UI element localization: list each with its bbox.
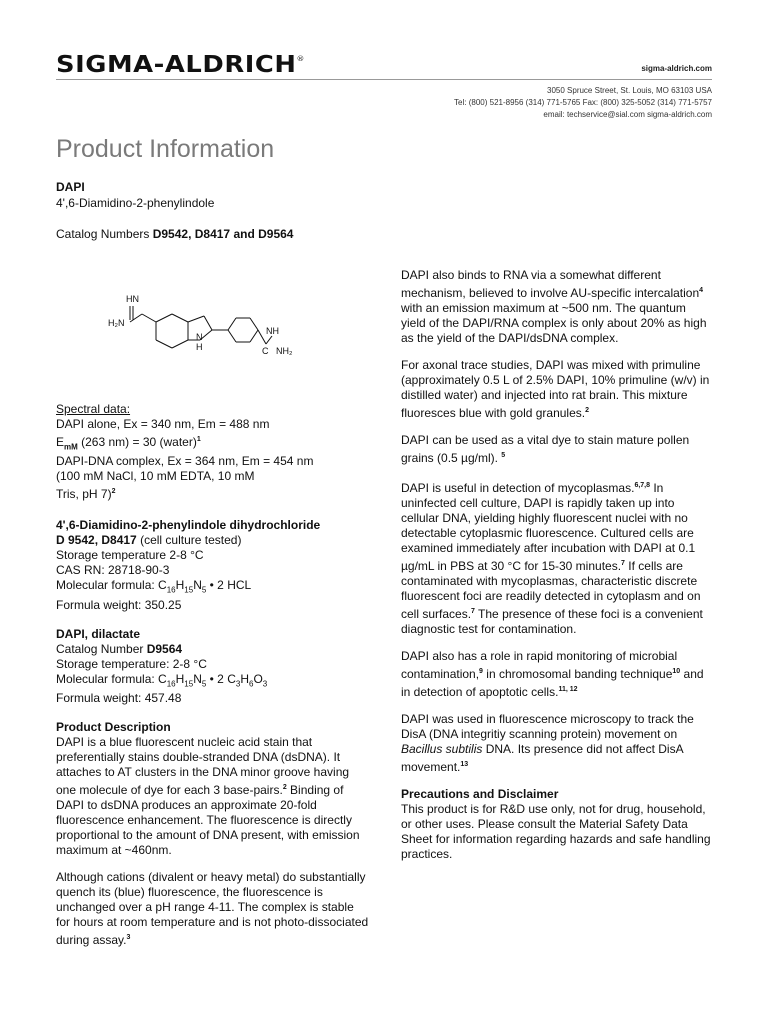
spectral-heading: Spectral data: <box>56 402 131 416</box>
dilactate-formula: Molecular formula: $C_{16}H_{15}N_5$ • 2 $C_3H_6O_3$ <box>56 671 268 689</box>
product-header <box>56 179 293 242</box>
header-divider <box>56 79 712 80</box>
dihydro-heading: 4',6-Diamidino-2-phenylindole dihydrochloride <box>56 518 321 533</box>
structure-label-h2n: H₂N <box>108 318 125 328</box>
precautions-text: This product is for R&D use only, not for drug, household, or other uses. Please consult the Material Safety Data Sheet for information regarding hazards and safe handling practices. <box>401 802 711 861</box>
description-paragraph: Although cations (divalent or heavy metal) do substantially quench its (blue) fluorescence, the fluorescence is unchanged over a pH range 4-11. The complex is stable for hours at room temperature and is not photo-dissociated during assay.$^3$ <box>56 870 369 948</box>
rna-paragraph: DAPI also binds to RNA via a somewhat different mechanism, believed to involve AU-specific intercalation$^4$ with an emission maximum at ~500 nm. The quantum yield of the DAPI/RNA complex is only about 20% as high as the yield of the DAPI/dsDNA complex. <box>401 268 707 345</box>
description-heading: Product Description <box>56 720 171 735</box>
microscopy-paragraph: DAPI was used in fluorescence microscopy to track the DisA (DNA integritiy scanning protein) movement on Bacillus subtilis DNA. Its presence did not affect DisA movement.$^{13}$ <box>401 712 694 774</box>
mycoplasma-paragraph: DAPI is useful in detection of mycoplasmas.$^{6,7,8}$ In uninfected cell culture, DAPI is rapidly taken up into cellular DNA, yielding highly fluorescent nuclei with no detectable cytoplasmic fluorescence. Cultured cells are examined immediately after incubation with DAPI at 0.1 µg/mL in PBS at 30 °C for 15-30 minutes.$^7$ If cells are contaminated with mycoplasmas, characteristic discrete fluorescent foci are readily detected in cytoplasm and on cell surfaces.$^7$ The presence of these foci is a convenient diagnostic test for contamination. <box>401 481 703 636</box>
dihydro-codes: D 9542, D8417 (cell culture tested) <box>56 533 242 548</box>
left-column <box>56 402 371 960</box>
description-paragraph: DAPI is a blue fluorescent nucleic acid stain that preferentially stains double-stranded DNA (dsDNA). It attaches to AT clusters in the DNA minor groove having one molecule of dye for each 3 base-pairs.$^2$ Binding of DAPI to dsDNA produces an approximate 20-fold fluorescence enhancement. The fluorescence is directly proportional to the amount of DNA present, with emission maximum at ~460nm. <box>56 735 360 858</box>
spectral-line: (100 mM NaCl, 10 mM EDTA, 10 mM <box>56 469 255 484</box>
dihydro-cas: CAS RN: 28718-90-3 <box>56 563 170 578</box>
dihydro-storage: Storage temperature 2-8 °C <box>56 548 204 563</box>
phone-line: Tel: (800) 521-8956 (314) 771-5765 Fax: (800) 325-5052 (314) 771-5757 <box>454 98 712 107</box>
structure-label-hn: HN <box>126 294 139 304</box>
catalog-line: Catalog Numbers D9542, D8417 and D9564 <box>56 227 294 241</box>
page-title: Product Information <box>56 135 275 163</box>
address-line: 3050 Spruce Street, St. Louis, MO 63103 USA <box>547 86 712 95</box>
pollen-paragraph: DAPI can be used as a vital dye to stain mature pollen grains (0.5 µg/ml). $^5$ <box>401 433 690 465</box>
sigma-aldrich-logo: SIGMA-ALDRICH® <box>56 52 305 78</box>
axonal-paragraph: For axonal trace studies, DAPI was mixed with primuline (approximately 0.5 L of 2.5% DAPI, 10% primuline (w/v) in distilled water) and injected into rat brain. This mixture fluoresces blue with gold granules.$^2$ <box>401 358 710 420</box>
structure-label-c: C <box>262 346 269 356</box>
dihydro-formula: Molecular formula: $C_{16}H_{15}N_5$ • 2 HCL <box>56 578 252 595</box>
monitoring-paragraph: DAPI also has a role in rapid monitoring of microbial contamination,$^9$ in chromosomal banding technique$^{10}$ and in detection of apoptotic cells.$^{11, 12}$ <box>401 649 704 699</box>
dapi-structure-diagram <box>100 282 310 362</box>
structure-label-n: N <box>196 332 203 342</box>
dilactate-storage: Storage temperature: 2-8 °C <box>56 656 207 671</box>
spectral-line: DAPI-DNA complex, Ex = 364 nm, Em = 454 nm <box>56 454 314 469</box>
contact-block <box>454 85 712 121</box>
dihydro-weight: Formula weight: 350.25 <box>56 597 182 612</box>
spectral-line: Tris, pH 7)$^2$ <box>56 487 116 502</box>
dilactate-heading: DAPI, dilactate <box>56 626 141 641</box>
structure-label-nh2: NH₂ <box>276 346 293 356</box>
website-link[interactable]: sigma-aldrich.com <box>641 64 712 73</box>
structure-label-nh: NH <box>266 326 279 336</box>
right-column <box>401 268 713 862</box>
dilactate-weight: Formula weight: 457.48 <box>56 691 182 706</box>
spectral-line: $E_{mM}$ (263 nm) = 30 (water)$^1$ <box>56 435 201 452</box>
chemical-name: 4',6-Diamidino-2-phenylindole <box>56 196 215 210</box>
structure-label-h: H <box>196 342 203 352</box>
email-line: email: techservice@sial.com sigma-aldrich.com <box>543 110 712 119</box>
dilactate-catalog: Catalog Number D9564 <box>56 641 183 656</box>
product-name: DAPI <box>56 180 85 194</box>
precautions-heading: Precautions and Disclaimer <box>401 787 559 801</box>
spectral-line: DAPI alone, Ex = 340 nm, Em = 488 nm <box>56 417 270 431</box>
